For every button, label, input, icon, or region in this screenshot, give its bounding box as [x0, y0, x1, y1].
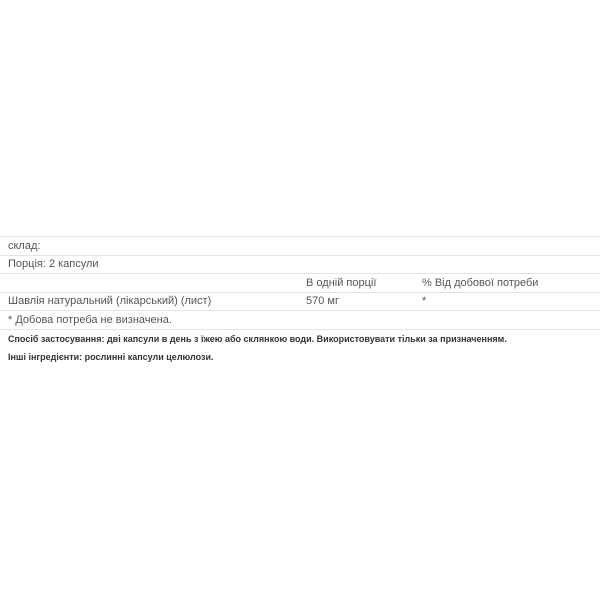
daily-value-footnote: * Добова потреба не визначена.: [8, 313, 172, 326]
table-header-row: [0, 274, 600, 293]
table-row-ingredient: [0, 293, 600, 312]
table-row-footnote: [0, 311, 600, 330]
other-ingredients-text: Інші інгредієнти: рослинні капсули целюлози.: [8, 351, 214, 362]
composition-label: склад:: [8, 239, 41, 252]
ingredient-amount: 570 мг: [306, 295, 339, 308]
table-row-serving-size: [0, 256, 600, 275]
supplement-facts-section: [0, 236, 600, 366]
supplement-facts-table: [0, 236, 600, 330]
header-amount-per-serving: В одній порції: [306, 276, 377, 289]
header-percent-daily-value: % Від добової потреби: [422, 276, 539, 289]
ingredient-name: Шавлія натуральний (лікарський) (лист): [8, 295, 212, 308]
ingredient-daily-value: *: [422, 295, 427, 308]
directions-block: [0, 330, 600, 366]
usage-directions-text: Спосіб застосування: дві капсули в день з їжею або склянкою води. Використовувати тільки за призначенням.: [8, 333, 507, 344]
serving-size-label: Порція: 2 капсули: [8, 258, 99, 271]
table-row-composition: [0, 237, 600, 256]
